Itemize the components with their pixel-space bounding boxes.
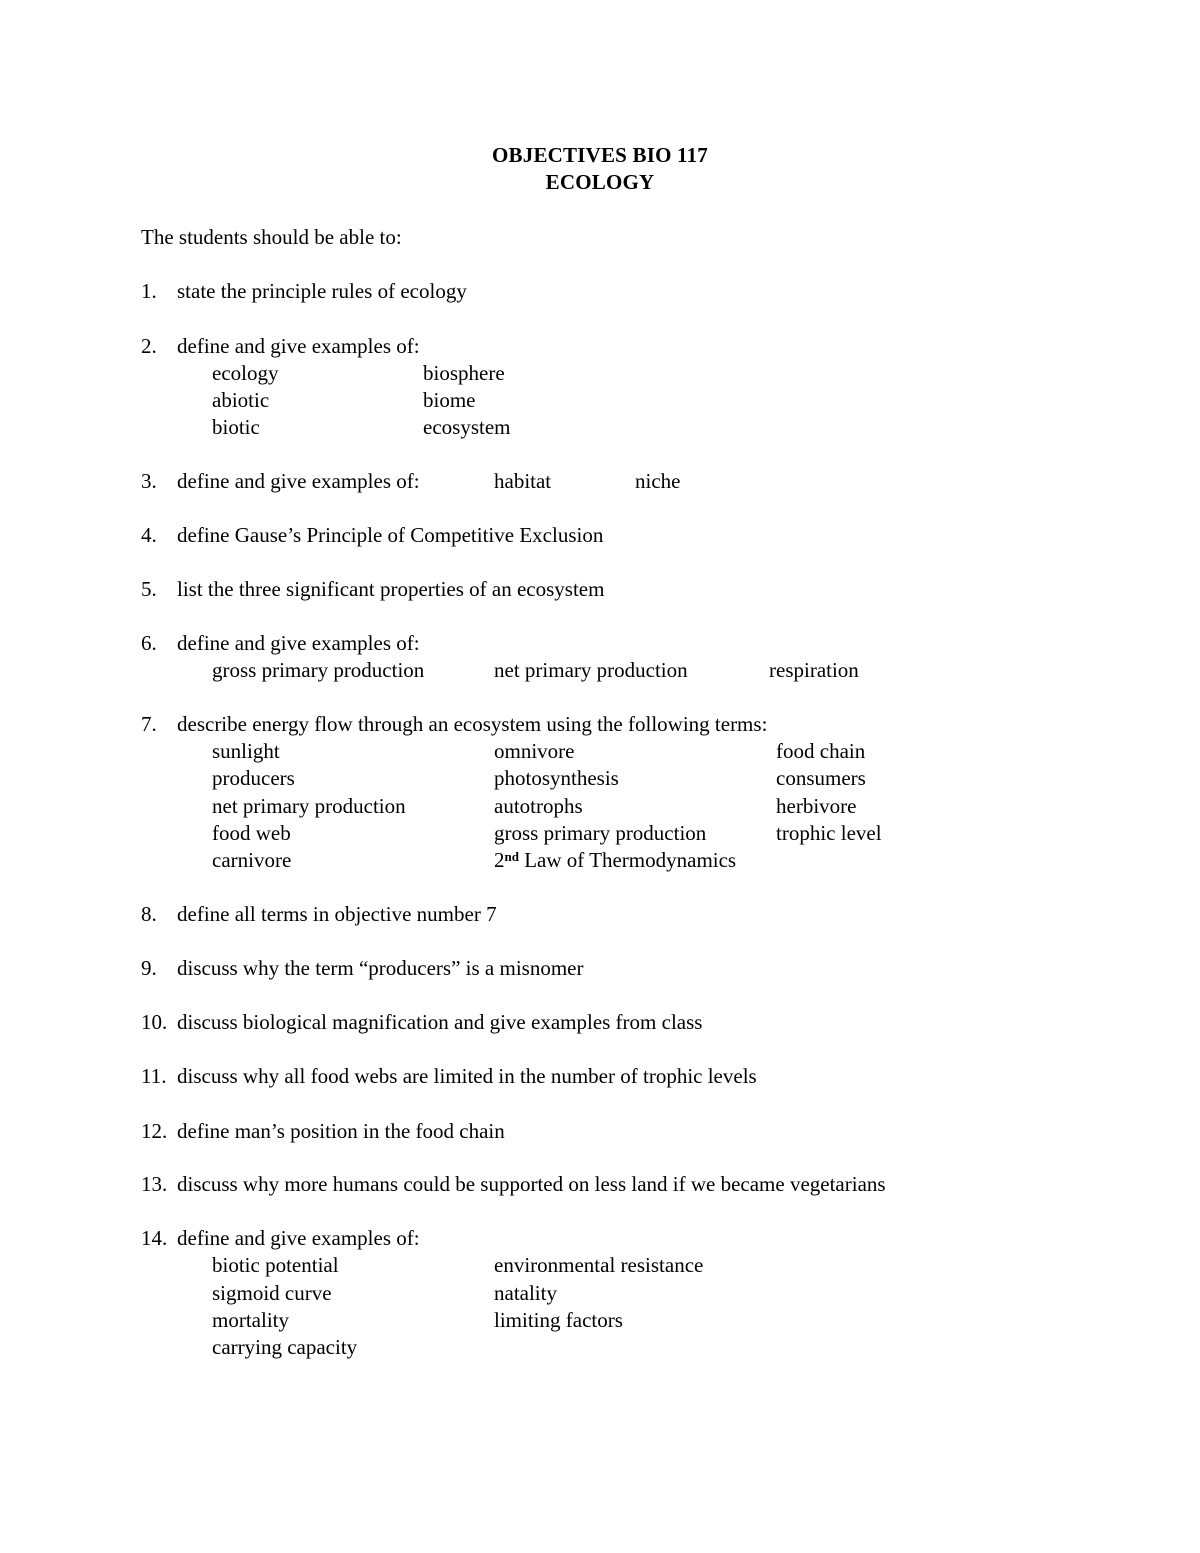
objective-text: define and give examples of: xyxy=(177,334,420,358)
page-title-line-2: ECOLOGY xyxy=(545,170,655,194)
term-ordinal-suffix: nd xyxy=(504,849,519,864)
objective-text: list the three significant properties of an ecosystem xyxy=(177,577,605,601)
objective-number: 13. xyxy=(141,1172,168,1196)
objective-text: discuss why more humans could be supported on less land if we became vegetarians xyxy=(177,1172,886,1196)
term: sunlight xyxy=(212,739,280,763)
intro-text: The students should be able to: xyxy=(141,225,402,249)
term: respiration xyxy=(769,658,859,682)
term-thermodynamics xyxy=(494,847,736,874)
page-title-line-1: OBJECTIVES BIO 117 xyxy=(492,143,708,167)
objective-text: define Gause’s Principle of Competitive Exclusion xyxy=(177,523,604,547)
term: niche xyxy=(635,469,681,493)
term: net primary production xyxy=(212,794,406,818)
objective-number: 5. xyxy=(141,577,157,601)
objective-number: 2. xyxy=(141,334,157,358)
objective-number: 11. xyxy=(141,1064,167,1088)
term-text: Law of Thermodynamics xyxy=(524,848,737,872)
objective-number: 6. xyxy=(141,631,157,655)
objective-text: define and give examples of: xyxy=(177,631,420,655)
term: gross primary production xyxy=(494,821,707,845)
term: autotrophs xyxy=(494,794,583,818)
objective-text: describe energy flow through an ecosystem using the following terms: xyxy=(177,712,768,736)
objective-number: 4. xyxy=(141,523,157,547)
term: net primary production xyxy=(494,658,688,682)
term: producers xyxy=(212,766,295,790)
term: food web xyxy=(212,821,291,845)
term: natality xyxy=(494,1281,557,1305)
term: sigmoid curve xyxy=(212,1281,332,1305)
objective-text: define man’s position in the food chain xyxy=(177,1119,505,1143)
term: habitat xyxy=(494,469,552,493)
term: photosynthesis xyxy=(494,766,619,790)
term: food chain xyxy=(776,739,866,763)
term: consumers xyxy=(776,766,866,790)
objective-text: define all terms in objective number 7 xyxy=(177,902,497,926)
term: biome xyxy=(423,388,476,412)
objective-text: define and give examples of: xyxy=(177,469,420,493)
term: herbivore xyxy=(776,794,857,818)
objective-number: 14. xyxy=(141,1226,168,1250)
objective-text: discuss why the term “producers” is a misnomer xyxy=(177,956,584,980)
objective-text: discuss biological magnification and give examples from class xyxy=(177,1010,703,1034)
term: carnivore xyxy=(212,848,292,872)
term: omnivore xyxy=(494,739,575,763)
objective-text: discuss why all food webs are limited in the number of trophic levels xyxy=(177,1064,757,1088)
term: trophic level xyxy=(776,821,882,845)
objective-text: define and give examples of: xyxy=(177,1226,420,1250)
objective-text: state the principle rules of ecology xyxy=(177,279,467,303)
term: biotic xyxy=(212,415,260,439)
term: limiting factors xyxy=(494,1308,623,1332)
term: ecosystem xyxy=(423,415,511,439)
objective-number: 10. xyxy=(141,1010,168,1034)
term: gross primary production xyxy=(212,658,425,682)
term: abiotic xyxy=(212,388,270,412)
objective-number: 9. xyxy=(141,956,157,980)
term: biosphere xyxy=(423,361,505,385)
term: ecology xyxy=(212,361,279,385)
objective-number: 3. xyxy=(141,469,157,493)
term-ordinal: 2 xyxy=(494,848,505,872)
term: mortality xyxy=(212,1308,289,1332)
term: environmental resistance xyxy=(494,1253,704,1277)
objective-number: 8. xyxy=(141,902,157,926)
term: carrying capacity xyxy=(212,1335,358,1359)
objective-number: 7. xyxy=(141,712,157,736)
objective-number: 1. xyxy=(141,279,157,303)
objective-number: 12. xyxy=(141,1119,168,1143)
term: biotic potential xyxy=(212,1253,339,1277)
